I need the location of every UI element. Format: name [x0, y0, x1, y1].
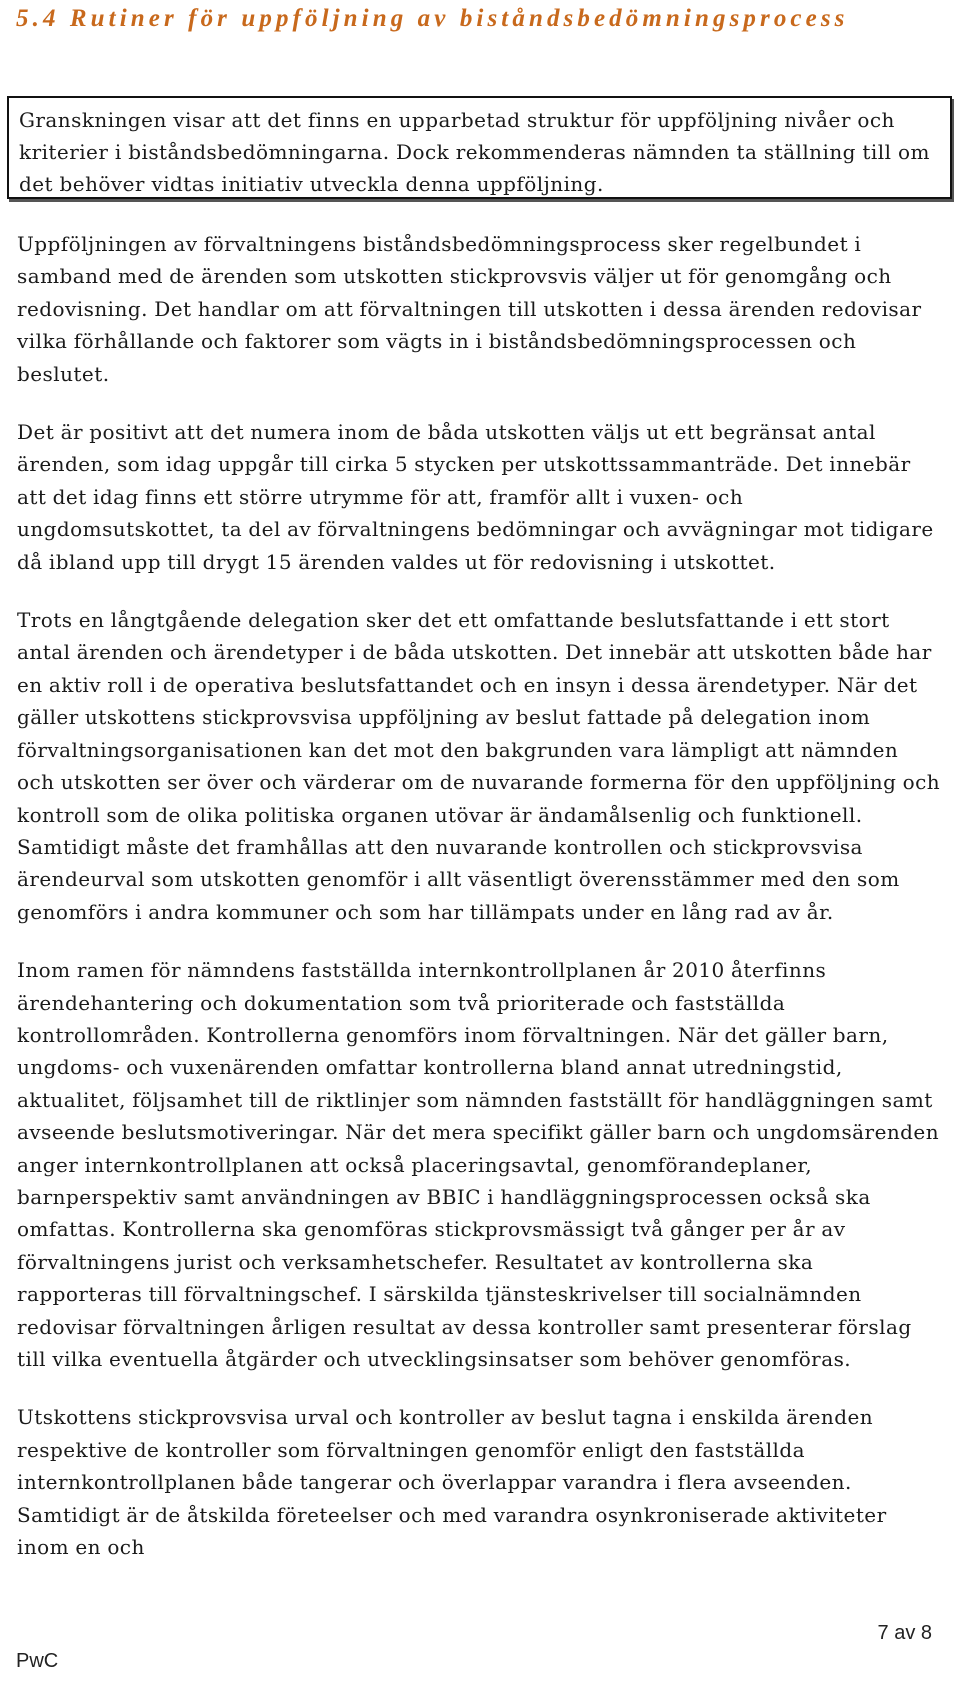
- body-text: [17, 228, 942, 1589]
- summary-box: [7, 96, 952, 199]
- paragraph-4: Inom ramen för nämndens fastställda internkontrollplanen år 2010 återfinns ärendehantering och dokumentation som två prioriterade och fastställda kontrollområden. Kontrollerna genomförs inom förvaltningen. När det gäller barn, ungdoms- och vuxenärenden omfattar kontrollerna bland annat utredningstid, aktualitet, följsamhet till de riktlinjer som nämnden fastställt för handläggningen samt avseende beslutsmotiveringar. När det mera specifikt gäller barn och ungdomsärenden anger internkontrollplanen att också placeringsavtal, genomförandeplaner, barnperspektiv samt användningen av BBIC i handläggningsprocessen också ska omfattas. Kontrollerna ska genomföras stickprovsmässigt två gånger per år av förvaltningens jurist och verksamhetschefer. Resultatet av kontrollerna ska rapporteras till förvaltningschef. I särskilda tjänsteskrivelser till socialnämnden redovisar förvaltningen årligen resultat av dessa kontroller samt presenterar förslag till vilka eventuella åtgärder och utvecklingsinsatser som behöver genomföras.: [17, 958, 940, 1371]
- summary-text: Granskningen visar att det finns en upparbetad struktur för uppföljning nivåer och kriterier i biståndsbedömningarna. Dock rekommenderas nämnden ta ställning till om det behöver vidtas initiativ utveckla denna uppföljning.: [19, 108, 930, 196]
- paragraph-3: Trots en långtgående delegation sker det ett omfattande beslutsfattande i ett stort antal ärenden och ärendetyper i de båda utskotten. Det innebär att utskotten både har en aktiv roll i de operativa beslutsfattandet och en insyn i dessa ärendetyper. När det gäller utskottens stickprovsvisa uppföljning av beslut fattade på delegation inom förvaltningsorganisationen kan det mot den bakgrunden vara lämpligt att nämnden och utskotten ser över och värderar om de nuvarande formerna för den uppföljning och kontroll som de olika politiska organen utövar är ändamålsenlig och funktionell. Samtidigt måste det framhållas att den nuvarande kontrollen och stickprovsvisa ärendeurval som utskotten genomför i allt väsentligt överensstämmer med den som genomförs i andra kommuner och som har tillämpats under en lång rad av år.: [17, 608, 941, 924]
- footer-company: PwC: [16, 1650, 59, 1672]
- page-number: 7 av 8: [877, 1622, 932, 1644]
- section-heading: 5.4 Rutiner för uppföljning av biståndsbedömningsprocess: [16, 5, 849, 32]
- paragraph-5: Utskottens stickprovsvisa urval och kontroller av beslut tagna i enskilda ärenden respektive de kontroller som förvaltningen genomför enligt den fastställda internkontrollplanen både tangerar och överlappar varandra i flera avseenden. Samtidigt är de åtskilda företeelser och med varandra osynkroniserade aktiviteter inom en och: [17, 1405, 887, 1560]
- paragraph-1: Uppföljningen av förvaltningens biståndsbedömningsprocess sker regelbundet i samband med de ärenden som utskotten stickprovsvis väljer ut för genomgång och redovisning. Det handlar om att förvaltningen till utskotten i dessa ärenden redovisar vilka förhållande och faktorer som vägts in i biståndsbedömningsprocessen och beslutet.: [17, 232, 922, 386]
- paragraph-2: Det är positivt att det numera inom de båda utskotten väljs ut ett begränsat antal ärenden, som idag uppgår till cirka 5 stycken per utskottssammanträde. Det innebär att det idag finns ett större utrymme för att, framför allt i vuxen- och ungdomsutskottet, ta del av förvaltningens bedömningar och avvägningar mot tidigare då ibland upp till drygt 15 ärenden valdes ut för redovisning i utskottet.: [17, 420, 934, 574]
